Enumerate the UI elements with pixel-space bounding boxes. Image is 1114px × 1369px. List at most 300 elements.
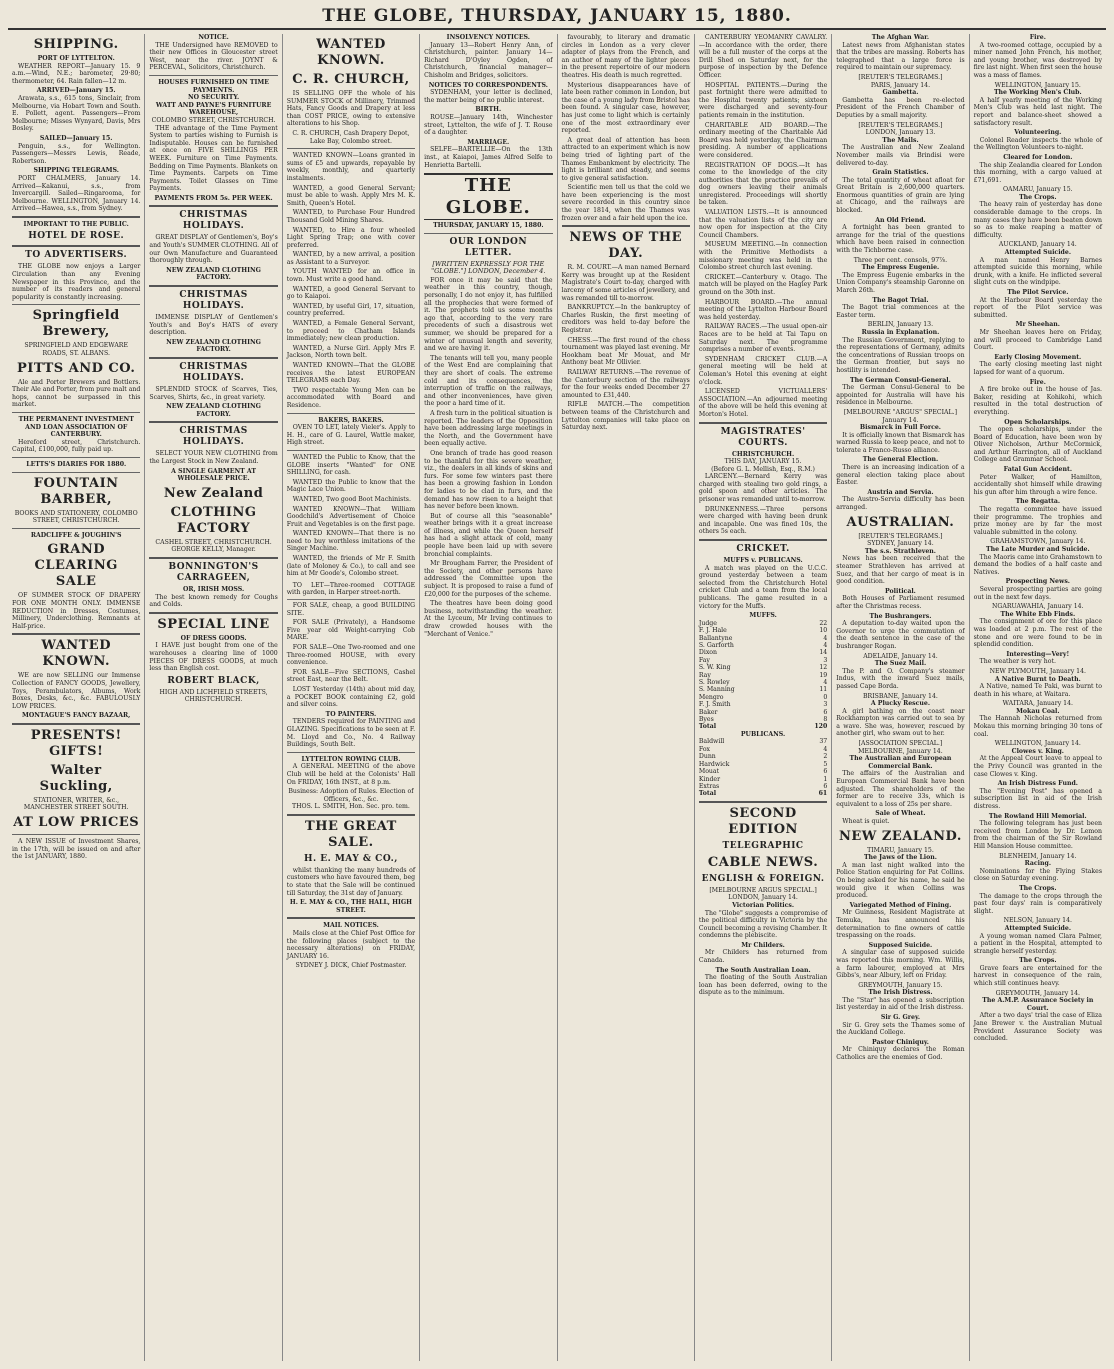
wanted-known-heading-2: WANTED KNOWN.	[316, 37, 386, 68]
sheehan-text: Mr Sheehan leaves here on Friday, and will proceed to Cambridge Land Court.	[973, 328, 1102, 352]
letter-paragraph: Mr Brougham Farrer, the President of the Society, and other persons have addressed the Committee upon the subject. It is proposed to raise a fund of £20,000 for the purposes of the scheme.	[424, 560, 553, 598]
black-address: HIGH AND LICHFIELD STREETS, CHRISTCHURCH.	[159, 688, 268, 704]
nz-factory-2: NEW ZEALAND CLOTHING FACTORY.	[166, 338, 261, 354]
london-letter-body	[424, 277, 552, 638]
letts-heading: LETTS'S DIARIES FOR 1880.	[26, 460, 127, 468]
consols: Three per cent. consols, 97⅞.	[853, 256, 948, 264]
news-paragraph: HARBOUR BOARD.—The annual meeting of the Lyttelton Harbour Board was held yesterday.	[698, 298, 828, 321]
for-sale-ad: FOR SALE, cheap, a good BUILDING SITE.	[286, 602, 416, 617]
wanted-ad: WANTED, to Hire a four wheeled Light Spring Trap; one with cover preferred.	[286, 226, 416, 249]
player-name: Extras	[698, 782, 720, 790]
bushrangers-heading: The Bushrangers.	[869, 612, 932, 620]
regatta-text: The regatta committee have issued their programme. The trophies and prize money are by far the most valuable submitted in the colony.	[973, 506, 1102, 536]
presents-heading: PRESENTS! GIFTS!	[30, 727, 122, 759]
bagot-heading: The Bagot Trial.	[872, 296, 929, 304]
letter-paragraph: Mysterious disappearances have of late been rather common in London, but the case of a young lady from Bristol has been found. A singular case, however, has just come to light which is certainly one of the most extraordinary ever reported.	[561, 81, 690, 135]
player-name: S. Rowley	[698, 679, 730, 687]
ring-text: At the Appeal Court leave to appeal to the Privy Council was granted in the case Clowes v. King.	[973, 755, 1102, 778]
grain-text: The total quantity of wheat afloat for Great Britain is 2,600,000 quarters. Enormous quantities of grain are lying at Chicago, and the railways are blocked.	[836, 176, 965, 215]
wanted-ads-list	[287, 152, 415, 409]
player-score: 6	[823, 782, 828, 790]
wanted-ad: WANTED, the friends of Mr F. Smith (late of Moloney & Co.), to call and see him at Mr Goode's, Colombo street.	[286, 555, 416, 578]
magistrates-heading: MAGISTRATES' COURTS.	[720, 426, 806, 448]
election-heading: The General Election.	[862, 456, 939, 464]
wanted-ad: WANTED, Two good Boot Machinists.	[292, 495, 411, 503]
player-name: Ballantyne	[698, 634, 733, 642]
rowing-text: A GENERAL MEETING of the above Club will be held at the Colonists' Hall On FRIDAY, 16th INST., at 8 p.m.	[286, 763, 416, 786]
mokau-text: The Hannah Nicholas returned from Mokau this morning bringing 30 tons of coal.	[973, 715, 1102, 738]
nz-heading: NEW ZEALAND.	[839, 828, 962, 844]
player-score: 4	[823, 679, 828, 687]
column-3	[283, 34, 420, 1361]
sailed-heading: SAILED—January 15.	[39, 134, 113, 142]
fire-heading-1: Fire.	[1029, 34, 1046, 41]
letter-paragraph: FOR once it may be said that the weather in this country, though, personally, I do not enjoy it, has fulfilled all the prophecies that were formed of it. The prophets told us some months ago that, according to the very rare precedents of such a disastrous wet summer, we should be prepared for a winter of unusual length and severity, and we are having it.	[424, 276, 553, 353]
score-row	[699, 635, 827, 642]
white-text: The consignment of ore for this place was loaded at 2 p.m. The rest of the stone and ore were found to be in splendid condition.	[973, 618, 1102, 649]
auckland-dateline: AUCKLAND, January 14.	[998, 241, 1077, 249]
clothing-factory-heading: CLOTHING FACTORY	[170, 504, 257, 536]
shipping-telegrams-text: PORT CHALMERS, January 14. Arrived—Kakanui, s.s., from Invercargill. Sailed—Ringarooma, for Melbourne. WELLINGTON, January 14. Arrived—Hawea, s.s., from Sydney.	[12, 174, 141, 213]
ring-heading: Clowes v. King.	[1011, 747, 1064, 755]
grand-sale-heading: GRAND CLEARING SALE	[34, 542, 118, 590]
news-paragraph: RAILWAY RACES.—The usual open-air Races are to be held at Tai Tapu on Saturday next. The programme comprises a number of events.	[698, 323, 828, 354]
xmas-heading-1: CHRISTMAS HOLIDAYS.	[179, 210, 248, 232]
divider	[287, 814, 415, 816]
score-row	[699, 783, 827, 790]
news-paragraph: R. M. COURT.—A man named Bernard Kerry was brought up at the Resident Magistrate's Court to-day, charged with larceny of some articles of jewellery, and was remanded till to-morrow.	[561, 264, 690, 302]
loan-text: The floating of the South Australian loan has been deferred, owing to the dispute as to the minimum.	[698, 974, 828, 997]
total-label: Total	[698, 790, 717, 798]
nz-factory-3: NEW ZEALAND CLOTHING FACTORY.	[166, 403, 261, 418]
player-score: 3	[823, 656, 828, 664]
english-foreign-heading: ENGLISH & FOREIGN.	[701, 873, 825, 884]
letter-paragraph: favourably, to literary and dramatic circles in London as a very clever adapter of plays from the French, and an author of many of the lighter pieces in the present repertoire of our modern theatres. His death is much regretted.	[561, 34, 690, 79]
player-name: Ray	[698, 671, 711, 679]
column-5	[558, 34, 695, 1361]
divider	[699, 422, 827, 424]
notice-heading: NOTICE.	[198, 34, 229, 41]
to-let-ad: TO LET—Three-roomed COTTAGE with garden, in Harper street-north.	[287, 580, 415, 600]
plymouth-dateline: NEW PLYMOUTH, January 14.	[989, 667, 1086, 675]
strathleven-heading: The s.s. Strathleven.	[864, 547, 936, 555]
divider	[149, 612, 277, 614]
birth-text: ROUSE—January 14th, Winchester street, Lyttelton, the wife of J. T. Rouse of a daughter.	[424, 113, 553, 137]
player-name: F. J. Hale	[698, 627, 727, 635]
gambetta-heading: Gambetta.	[882, 89, 919, 97]
score-row	[699, 738, 827, 745]
divider	[699, 801, 827, 803]
local-news-body	[699, 34, 827, 419]
divider	[287, 752, 415, 753]
score-row	[699, 716, 827, 723]
argus-label: [MELBOURNE "ARGUS" SPECIAL.]	[843, 408, 957, 416]
special-line-text: I HAVE just bought from one of the warehouses a clearing line of 1000 PIECES OF DRESS GOODS, at much less than English cost.	[149, 642, 278, 673]
sheehan-heading: Mr Sheehan.	[1015, 321, 1060, 329]
newspaper-page	[8, 6, 1106, 1361]
total-label: Total	[698, 723, 717, 731]
fountain-heading: FOUNTAIN BARBER,	[33, 475, 119, 507]
score-row	[699, 694, 827, 701]
magistrates-body	[699, 473, 827, 536]
jan14-dateline: January 14.	[882, 416, 919, 424]
jaws-text: A man last night walked into the Police Station enquiring for Pat Collins. On being asked for his name, he said he would give it when Collins was produced.	[836, 861, 965, 900]
player-score: 1	[823, 775, 828, 783]
cleared-heading: Cleared for London.	[1003, 153, 1073, 161]
divider	[149, 75, 277, 76]
oamaru-dateline: OAMARU, January 15.	[1002, 186, 1073, 194]
insolvency-text: January 13—Robert Henry Ann, of Christchurch, painter. January 14—Richard D'Oyley Ogden, of Christchurch, financial manager—Chisholm and Bridges, solicitors.	[424, 41, 553, 79]
divider	[149, 557, 277, 559]
painters-text: TENDERS required for PAINTING and GLAZING. Specifications to be seen at F. M. Lloyd and Co., No. 4 Railway Buildings, South Belt.	[286, 718, 416, 749]
letter-paragraph: But of course all this "seasonable" weather brings with it a great increase of illness, and while the Queen herself has had a slight attack of cold, many people have been laid up with severe bronchial complaints.	[424, 512, 553, 558]
irish-heading: The Irish Distress.	[868, 989, 933, 997]
divider	[287, 413, 415, 414]
score-row	[699, 642, 827, 649]
fatal-heading: Fatal Gun Accident.	[1003, 466, 1072, 474]
grey-heading: Sir G. Grey.	[880, 1014, 920, 1022]
letter-paragraph: One branch of trade has good reason to be thankful for this severe weather, viz., the dealers in all kinds of skins and furs. For some few winters past there has been a growing fashion in London for ladies to be clad in furs, and the demand has now risen to a height that has never before been known.	[424, 449, 553, 511]
london-dateline: LONDON, January 13.	[865, 129, 936, 137]
early-text: The early closing meeting last night lapsed for want of a quorum.	[973, 361, 1102, 376]
divider	[699, 539, 827, 541]
telegraphic-heading: TELEGRAPHIC	[722, 840, 804, 851]
news-of-day-body	[562, 264, 690, 431]
fire-heading-2: Fire.	[1029, 378, 1046, 386]
player-score: 22	[819, 619, 828, 627]
suckling-address: STATIONER, WRITER, &c., MANCHESTER STREET SOUTH.	[23, 796, 129, 812]
xmas-heading-2: CHRISTMAS HOLIDAYS.	[179, 290, 248, 312]
total-row	[699, 723, 827, 730]
court-paragraph: LARCENY.—Bernard Kerry was charged with stealing two gold rings, a gold spoon and other articles. The prisoner was remanded until to-morrow.	[698, 473, 828, 504]
news-paragraph: CHARITABLE AID BOARD.—The ordinary meeting of the Charitable Aid Board was held yesterday, the Chairman presiding. A number of applications were considered.	[698, 121, 828, 159]
player-score: 8	[823, 716, 828, 724]
open-heading: Open Scholarships.	[1004, 418, 1072, 426]
fining-heading: Variegated Method of Fining.	[849, 901, 952, 909]
total-score: 120	[814, 723, 828, 731]
wanted-ad: WANTED KNOWN—That the GLOBE receives the latest EUROPEAN TELEGRAMS each Day.	[286, 362, 416, 385]
news-paragraph: SYDENHAM CRICKET CLUB.—A general meeting will be held at Coleman's Hotel this evening at eight o'clock.	[698, 355, 828, 386]
attempted-heading-2: Attempted Suicide.	[1004, 924, 1071, 932]
radcliffe-heading: RADCLIFFE & JOUGHIN'S	[30, 531, 122, 539]
news-paragraph: CRICKET.—Canterbury v. Otago. The match will be played on the Hagley Park ground on the 30th inst.	[698, 273, 828, 296]
painters-heading: TO PAINTERS.	[325, 710, 377, 718]
new-issue-text: A NEW ISSUE of Investment Shares, in the 17th, will be issued on and after the 1st JANUARY, 1880.	[12, 838, 141, 861]
empress-heading: The Empress Eugenie.	[861, 264, 940, 272]
score-row	[699, 776, 827, 783]
magistrates-bench: (Before G. L. Mellish, Esq., R.M.)	[711, 465, 815, 473]
magistrates-place: CHRISTCHURCH.	[732, 450, 795, 458]
player-score: 19	[819, 671, 828, 679]
total-score: 61	[818, 790, 828, 798]
wanted-ad: TWO respectable Young Men can be accommodated with Board and Residence.	[286, 386, 416, 409]
court-paragraph: DRUNKENNESS.—Three persons were charged with having been drunk and incapable. One was fined 10s, the others 5s each.	[698, 505, 828, 536]
player-score: 14	[819, 649, 828, 657]
racing-heading: Racing.	[1024, 860, 1052, 868]
score-row	[699, 679, 827, 686]
fire-text-2: A fire broke out in the house of Jas. Baker, residing at Kohikohi, which resulted in the total destruction of everything.	[973, 386, 1102, 416]
wanted-ad: WANTED KNOWN—Loans granted in sums of £5 and upwards, repayable by weekly, monthly, and quarterly instalments.	[286, 152, 416, 182]
magistrates-date: THIS DAY, JANUARY 15.	[724, 458, 802, 466]
divider	[287, 148, 415, 149]
wanted-known-text: WE are now SELLING our Immense Collection of FANCY GOODS, Jewellery, Toys, Perambulators, Albums, Work Boxes, Desks, &c., &c. FABULOUSLY LOW PRICES.	[12, 672, 141, 710]
cashel-address: CASHEL STREET, CHRISTCHURCH.	[155, 538, 272, 546]
murder-heading: The Late Murder and Suicide.	[985, 546, 1090, 553]
xmas-heading-3: CHRISTMAS HOLIDAYS.	[179, 362, 248, 383]
ngaruawahia-dateline: NGARUAWAHIA, January 14.	[992, 603, 1084, 611]
waitara-dateline: WAITARA, January 14.	[1002, 700, 1073, 708]
paris-dateline: PARIS, January 14.	[870, 81, 931, 89]
church-heading: C. R. CHURCH,	[292, 72, 410, 87]
divider	[424, 233, 552, 234]
player-score: 4	[823, 634, 828, 642]
divider	[149, 285, 277, 287]
globe-date: THURSDAY, JANUARY 15, 1880.	[433, 222, 544, 230]
afghan-text: Latest news from Afghanistan states that the tribes are massing. Roberts has telegraphed that a large force is required to maintain our supremacy.	[836, 41, 965, 72]
divider	[287, 917, 415, 919]
xmas-text-3: SPLENDID STOCK of Scarves, Ties, Scarves, Shirts, &c., in great variety.	[149, 386, 278, 401]
bonnington-text: The best known remedy for Coughs and Colds.	[149, 593, 278, 609]
racing-text: Nominations for the Flying Stakes close on Saturday evening.	[973, 867, 1102, 883]
childers-heading: Mr Childers.	[741, 941, 785, 949]
attempted-text-2: A young woman named Clara Palmer, a patient in the Hospital, attempted to strangle herself yesterday.	[973, 932, 1102, 955]
london-letter-continued	[562, 34, 690, 222]
player-score: 4	[823, 745, 828, 753]
player-name: Dixon	[698, 649, 718, 657]
crops-heading: The Crops.	[1019, 193, 1057, 201]
may-signature: H. E. MAY & CO., THE HALL, HIGH STREET.	[289, 899, 412, 914]
rowing-signature: THOS. L. SMITH, Hon. Sec. pro. tem.	[292, 803, 410, 811]
springfield-heading: Springfield Brewery,	[32, 308, 120, 340]
sailed-text: Penguin, s.s., for Wellington. Passengers—Messrs Lewis, Reade, Robertson.	[12, 142, 141, 165]
suicide-heading: Supposed Suicide.	[868, 941, 933, 949]
interesting-text: The weather is very hot.	[979, 658, 1056, 666]
second-edition-heading: SECOND EDITION	[728, 805, 798, 837]
bank-text: The affairs of the Australian and European Commercial Bank have been adjusted. The shareholders of the former are to receive 33s, which is equivalent to a loss of 25s per share.	[836, 770, 965, 808]
xmas-text-1: GREAT DISPLAY of Gentlemen's, Boy's and Youth's SUMMER CLOTHING. All of our Own Manufacture and Guaranteed thoroughly through.	[149, 234, 278, 265]
pitts-heading: PITTS AND CO.	[17, 360, 136, 376]
mokau-heading: Mokau Coal.	[1016, 707, 1060, 715]
player-score: 10	[819, 627, 828, 635]
shipping-telegrams-heading: SHIPPING TELEGRAMS.	[33, 167, 119, 175]
column-7	[832, 34, 969, 1361]
bakers-heading: BAKERS, BAKERS.	[318, 416, 384, 424]
divider	[12, 633, 140, 635]
wheat-heading: Sale of Wheat.	[875, 810, 926, 818]
player-name: Baldwill	[698, 738, 725, 746]
player-name: Baker	[698, 708, 718, 716]
london-date: LONDON, January 14.	[728, 894, 798, 902]
election-text: There is an increasing indication of a general election taking place about Easter.	[836, 464, 965, 487]
low-prices-heading: AT LOW PRICES	[13, 815, 140, 831]
wanted-ad: WANTED, a good General Servant; must be able to wash. Apply Mrs M. K. Smith, Queen's Hotel.	[286, 184, 416, 207]
cricket-sub: MUFFS v. PUBLICANS.	[723, 557, 803, 565]
political-heading: Political.	[885, 587, 916, 595]
masthead: THE GLOBE, THURSDAY, JANUARY 15, 1880.	[8, 6, 1106, 30]
player-name: Hardwick	[698, 760, 730, 768]
advertisers-text: THE GLOBE now enjoys a Larger Circulation than any Evening Newspaper in this Province, and the number of its readers and general popularity is constantly increasing.	[12, 263, 141, 301]
score-row	[699, 627, 827, 634]
russia-heading: Russia in Explanation.	[861, 328, 940, 336]
birth-heading: BIRTH.	[475, 106, 502, 114]
springfield-address: SPRINGFIELD AND EDGEWARE ROADS, ST. ALBANS.	[24, 342, 128, 358]
pitts-text: Ale and Porter Brewers and Bottlers. Their Ale and Porter, from pure malt and hops, cannot be surpassed in this market.	[12, 378, 141, 409]
watt-address: COLOMBO STREET, CHRISTCHURCH.	[151, 116, 276, 124]
reuter-label-3: [REUTER'S TELEGRAMS.]	[858, 532, 943, 540]
player-score: 0	[823, 693, 828, 701]
score-row	[699, 761, 827, 768]
victoria-text: The "Globe" suggests a compromise of the political difficulty in Victoria by the Council becoming a revising Chamber. It condemns the plebiscite.	[698, 909, 828, 940]
mail-signature: SYDNEY J. DICK, Chief Postmaster.	[295, 962, 407, 970]
suez-heading: The Suez Mail.	[874, 660, 927, 668]
player-score: 11	[819, 686, 828, 694]
column-6	[695, 34, 832, 1361]
wellington-dateline: WELLINGTON, January 15.	[994, 81, 1081, 89]
divider	[12, 723, 140, 725]
xmas-text-2: IMMENSE DISPLAY of Gentlemen's Youth's and Boy's HATS of every description.	[149, 314, 278, 337]
divider	[149, 205, 277, 207]
letter-paragraph: A fresh turn in the political situation is reported. The leaders of the Opposition have been addressing large meetings in the North, and the Government have been equally active.	[424, 409, 553, 448]
irish-text: The "Star" has opened a subscription list yesterday in aid of the Irish distress.	[836, 996, 965, 1012]
early-heading: Early Closing Movement.	[994, 353, 1082, 361]
for-sale-list	[287, 602, 415, 709]
volunteering-text: Colonel Reader inspects the whole of the Wellington Volunteers to-night.	[973, 136, 1102, 152]
investment-text: Hereford street, Christchurch. Capital, £100,000, fully paid up.	[12, 438, 141, 454]
publicans-heading: PUBLICANS.	[740, 730, 786, 738]
xmas-text-4: SELECT YOUR NEW CLOTHING from the Largest Stock in New Zealand.	[149, 450, 278, 465]
suckling-heading: Walter Suckling,	[39, 762, 113, 794]
divider	[12, 457, 140, 458]
player-name: Dunn	[698, 753, 716, 761]
bonnington-heading: BONNINGTON'S CARRAGEEN,	[168, 561, 259, 583]
player-name: S. Manning	[698, 686, 735, 694]
player-name: Mengro	[698, 693, 724, 701]
murder-text: The Maoris came into Grahamstown to demand the bodies of a half caste and Natives.	[973, 553, 1102, 576]
fining-text: Mr Guinness, Resident Magistrate at Temuka, has announced his determination to fine owners of cattle trespassing on the roads.	[836, 909, 965, 940]
news-paragraph: RAILWAY RETURNS.—The revenue of the Canterbury section of the railways for the four weeks ended December 27 amounted to £31,440.	[561, 368, 690, 399]
pilot-heading: The Pilot Service.	[1007, 289, 1069, 296]
london-letter-heading: OUR LONDON LETTER.	[449, 236, 528, 258]
muffs-heading: MUFFS.	[749, 612, 777, 620]
nzf-heading: New Zealand	[163, 485, 264, 501]
divider	[12, 245, 140, 247]
arrived-text: Arawata, s.s., 615 tons, Sinclair, from Melbourne, via Hobart Town and South. E. Pollett, agent. Passengers—From Melbourne; Misses Wynyard, Davis, Mrs Bosley.	[12, 94, 141, 133]
more-wanted-list	[287, 454, 415, 578]
wanted-ad: WANTED, a Nurse Girl. Apply Mrs F. Jackson, North town belt.	[286, 344, 416, 360]
player-score: 37	[819, 738, 828, 746]
grand-sale-text: OF SUMMER STOCK OF DRAPERY FOR ONE MONTH ONLY. IMMENSE REDUCTION in Dresses, Costumes, Millinery, Underclothing. Remnants at Half-price.	[12, 592, 141, 630]
may-heading: H. E. MAY & CO.,	[303, 853, 398, 864]
grey-text: Sir G. Grey sets the Thames some of the Auckland College.	[836, 1021, 965, 1037]
jaws-heading: The Jaws of the Lion.	[863, 854, 937, 862]
divider	[149, 357, 277, 359]
rowing-business: Business: Adoption of Rules. Election of Officers, &c., &c.	[288, 788, 414, 803]
grain-heading: Grain Statistics.	[872, 169, 929, 177]
player-name: F. J. Smith	[698, 701, 731, 709]
notice-text: THE Undersigned have REMOVED to their new Offices in Gloucester street West, near the river. JOYNT & PERCEVAL, Solicitors, Christchurch.	[149, 41, 278, 72]
column-4	[420, 34, 557, 1361]
plucky-text: A girl bathing on the coast near Rockhampton was carried out to sea by a wave. She was, however, rescued by another girl, who swam out to her.	[836, 707, 965, 738]
player-name: Kinder	[698, 775, 721, 783]
adelaide-dateline: ADELAIDE, January 14.	[863, 652, 938, 660]
german-heading: The German Consul-General.	[850, 376, 951, 384]
wholesale-text: A SINGLE GARMENT AT WHOLESALE PRICE.	[171, 467, 256, 483]
loan-heading: The South Australian Loan.	[715, 966, 811, 974]
strathleven-text: News has been received that the steamer Strathleven has arrived at Suez, and that her cargo of meat is in good condition.	[836, 555, 965, 586]
greymouth-dateline-2: GREYMOUTH, January 14.	[995, 989, 1080, 997]
letter-paragraph: The theatres have been doing good business, notwithstanding the weather. At the Lyceum, Mr Irving continues to draw crowded houses with the "Merchant of Venice."	[424, 600, 553, 638]
crops-text-3: Grave fears are entertained for the harvest in consequence of the rain, which still continues heavy.	[973, 964, 1102, 988]
score-row	[699, 709, 827, 716]
rowland-text: The following telegram has just been received from London by Dr. Lemon from the chairman of the Sir Rowland Hill Mansion House committee.	[973, 820, 1102, 850]
letter-paragraph: Scientific men tell us that the cold we have been experiencing is the most severe recorded in this country since the year 1814, when the Thames was frozen over and a fair held upon the ice.	[561, 184, 690, 222]
column-2	[145, 34, 282, 1361]
for-sale-ad: FOR SALE—Five SECTIONS, Cashel street East, near the Belt.	[286, 668, 416, 684]
bazaar-heading: MONTAGUE'S FANCY BAZAAR,	[22, 712, 131, 720]
news-paragraph: VALUATION LISTS.—It is announced that the valuation lists of the city are now open for inspection at the City Council Chambers.	[698, 209, 828, 239]
interesting-heading: Interesting—Very!	[1006, 650, 1070, 658]
crops-text: The heavy rain of yesterday has done considerable damage to the crops. In many cases they have been beaten down so as to make reaping a matter of difficulty.	[973, 201, 1102, 239]
grahamstown-dateline: GRAHAMSTOWN, January 14.	[990, 538, 1086, 546]
for-sale-ad: LOST Yesterday (14th) about mid day, a POCKET BOOK containing £2, gold and silver coins.	[286, 685, 416, 709]
arrived-heading: ARRIVED—January 15.	[36, 87, 116, 95]
bushrangers-text: A deputation to-day waited upon the Governor to urge the commutation of the death sentence in the case of the bushranger Rogan.	[836, 620, 965, 650]
player-name: Judge	[698, 619, 717, 627]
melbourne-dateline: MELBOURNE, January 14.	[858, 747, 943, 755]
news-paragraph: CHESS.—The first round of the chess tournament was played last evening. Mr Hookham beat Mr Mouat, and Mr Anthony beat Mr Ollivier.	[561, 336, 690, 367]
weather-report: WEATHER REPORT—January 15. 9 a.m.—Wind, N.E.; barometer, 29·80; thermometer, 64. Rain fallen—12 m.	[12, 62, 141, 85]
score-row	[699, 664, 827, 671]
score-row	[699, 768, 827, 775]
for-sale-ad: FOR SALE (Privately), a Handsome Five year old Weight-carrying Cob MARE.	[286, 619, 416, 642]
timaru-dateline: TIMARU, January 15.	[867, 846, 934, 854]
wheat-text: Wheat is quiet.	[842, 818, 890, 825]
for-sale-ad: FOR SALE—One Two-roomed and one Three-roomed HOUSE, with every convenience.	[286, 644, 416, 667]
shipping-heading: SHIPPING.	[33, 37, 119, 52]
no-security: NO SECURITY.	[188, 94, 240, 102]
melbourne-special: [MELBOURNE ARGUS SPECIAL.]	[709, 886, 817, 894]
native-text: A Native, named Te Paki, was burnt to death in his whare, at Waitara.	[973, 683, 1102, 698]
xmas-heading-4: CHRISTMAS HOLIDAYS.	[179, 426, 248, 448]
wanted-ad: WANTED KNOWN—That William Goodchild's Advertisement of Choice Fruit and Vegetables is on the first page.	[286, 505, 416, 528]
marriage-text: SELFE—BARTELLIE—On the 13th inst., at Kaiapoi, James Alfred Selfe to Henrietta Bartelli.	[424, 146, 553, 169]
childers-text: Mr Childers has returned from Canada.	[698, 949, 828, 965]
amp-text: After a two days' trial the case of Eliza Jane Brewer v. the Australian Mutual Provident Assurance Society was concluded.	[973, 1012, 1102, 1043]
divider	[562, 225, 690, 227]
prospecting-text: Several prospecting parties are going out in the next few days.	[973, 585, 1102, 601]
weekly-heading: PAYMENTS FROM 5s. PER WEEK.	[154, 194, 273, 202]
score-row	[699, 686, 827, 693]
club-heading: The Working Men's Club.	[993, 89, 1082, 97]
news-paragraph: MUSEUM MEETING.—In connection with the Primitive Methodists a missionary meeting was held in the Colombo street church last evening.	[698, 241, 828, 272]
reuter-label-2: [REUTER'S TELEGRAMS.]	[858, 121, 943, 129]
pilot-text: At the Harbour Board yesterday the report of the Pilot service was submitted.	[973, 296, 1102, 319]
column-1	[8, 34, 145, 1361]
crops-text-2: The damage to the crops through the past four days' rain is comparatively slight.	[973, 892, 1102, 915]
player-name: Byes	[698, 716, 714, 724]
globe-title: THE GLOBE.	[424, 173, 552, 220]
cricket-heading: CRICKET.	[736, 544, 790, 555]
pastor-text: Mr Chiniquy declares the Roman Catholics are the enemies of God.	[836, 1046, 965, 1062]
divider	[149, 421, 277, 423]
bank-heading: The Australian and European Commercial Bank.	[849, 755, 952, 770]
score-row	[699, 753, 827, 760]
open-text: The open scholarships, under the Board of Education, have been won by Oliver Nicholson, Arthur McCormick, and Arthur Harrington, all of Auckland College and Grammar School.	[973, 426, 1102, 464]
player-score: 3	[823, 701, 828, 709]
divider	[287, 450, 415, 451]
berlin-dateline: BERLIN, January 13.	[867, 321, 934, 329]
attempted-heading: Attempted Suicide.	[1004, 249, 1071, 257]
